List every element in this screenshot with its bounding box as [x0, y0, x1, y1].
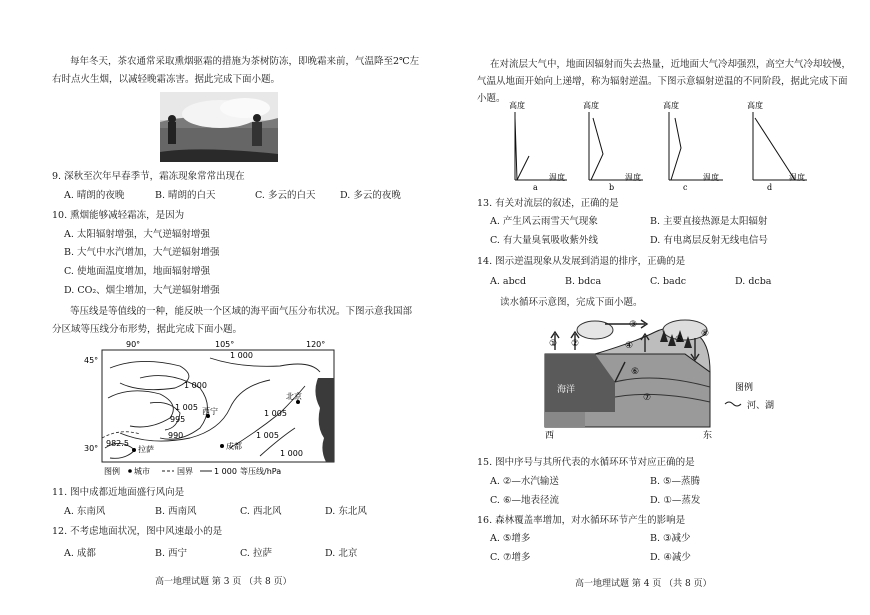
water-legend-title: 图例 [735, 383, 754, 393]
graph-a-xlabel: 温度 [549, 173, 565, 182]
direction-east: 东 [703, 431, 713, 441]
legend-isobar-value: 1 000 [214, 467, 237, 476]
legend-city: 城市 [134, 467, 150, 476]
q12-stem: 12. 不考虑地面状况，图中风速最小的是 [52, 526, 223, 537]
isobar-label-995: 995 [170, 415, 186, 424]
graph-b-xlabel: 温度 [625, 173, 641, 182]
q9-option-a[interactable]: A. 晴朗的夜晚 [64, 190, 125, 201]
city-lhasa: 拉萨 [138, 445, 154, 454]
legend-border: 国界 [177, 467, 193, 476]
q10-option-d[interactable]: D. CO₂、烟尘增加，大气逆辐射增强 [64, 285, 220, 296]
isobar-label-1000-c: 1 000 [280, 449, 303, 458]
q13-stem: 13. 有关对流层的叙述，正确的是 [477, 198, 619, 209]
isobar-intro-1: 等压线是等值线的一种，能反映一个区域的海平面气压分布状况。下图示意我国部 [70, 306, 413, 317]
smoke-photo [160, 92, 278, 162]
isobar-label-1000-b: 1 000 [230, 351, 253, 360]
graph-d-ylabel: 高度 [747, 101, 763, 110]
intro-line-1: 每年冬天，茶农通常采取熏烟驱霜的措施为茶树防冻，即晚霜来前，气温降至2℃左 [70, 56, 420, 67]
q15-option-c[interactable]: C. ⑥—地表径流 [490, 495, 559, 506]
q16-option-c[interactable]: C. ⑦增多 [490, 552, 531, 563]
legend-isobar-desc: 等压线/hPa [240, 467, 282, 476]
graph-a-ylabel: 高度 [509, 101, 525, 110]
page-footer: 高一地理试题 第 4 页 （共 8 页） [575, 579, 712, 589]
q13-option-a[interactable]: A. 产生风云雨雪天气现象 [490, 216, 598, 227]
graph-a-label: a [533, 183, 538, 192]
lat-label-45: 45° [84, 356, 99, 365]
direction-west: 西 [545, 431, 555, 441]
intro-line-3: 小题。 [477, 93, 506, 104]
q10-option-c[interactable]: C. 使地面温度增加，地面辐射增强 [64, 266, 210, 277]
isobar-label-982: 982.5 [106, 439, 129, 448]
intro-line-1: 在对流层大气中，地面因辐射而失去热量，近地面大气冷却强烈，高空大气冷却较慢， [490, 59, 852, 70]
q12-option-b[interactable]: B. 西宁 [155, 548, 188, 559]
graph-b-ylabel: 高度 [583, 101, 599, 110]
q14-option-c[interactable]: C. badc [650, 276, 687, 287]
lon-label-120: 120° [306, 340, 326, 349]
q15-option-a[interactable]: A. ②—水汽输送 [490, 476, 559, 487]
exam-page-4 [435, 0, 870, 615]
water-intro: 读水循环示意图，完成下面小题。 [500, 297, 643, 308]
legend-title: 图例 [104, 467, 120, 476]
water-cycle-diagram [535, 312, 835, 442]
q14-option-b[interactable]: B. bdca [565, 276, 602, 287]
stage-2: ② [571, 339, 580, 349]
q9-option-b[interactable]: B. 晴朗的白天 [155, 190, 216, 201]
water-legend-item: 河、湖 [747, 401, 775, 411]
q15-option-b[interactable]: B. ⑤—蒸腾 [650, 476, 701, 487]
stage-4: ④ [625, 341, 634, 351]
graph-d-xlabel: 温度 [789, 173, 805, 182]
q16-option-b[interactable]: B. ③减少 [650, 533, 691, 544]
q10-option-b[interactable]: B. 大气中水汽增加，大气逆辐射增强 [64, 247, 220, 258]
isobar-label-1000: 1 000 [184, 381, 207, 390]
city-beijing: 北京 [286, 392, 302, 401]
lon-label-90: 90° [126, 340, 141, 349]
q10-option-a[interactable]: A. 太阳辐射增强，大气逆辐射增强 [64, 229, 210, 240]
q9-option-c[interactable]: C. 多云的白天 [255, 190, 316, 201]
isobar-label-1005-b: 1 005 [264, 409, 287, 418]
intro-line-2: 右时点火生烟，以减轻晚霜冻害。据此完成下面小题。 [52, 74, 281, 85]
q11-stem: 11. 图中成都近地面盛行风向是 [52, 487, 185, 498]
q11-option-b[interactable]: B. 西南风 [155, 506, 197, 517]
lat-label-30: 30° [84, 444, 99, 453]
q16-option-a[interactable]: A. ⑤增多 [490, 533, 531, 544]
city-xining: 西宁 [202, 407, 218, 416]
q12-option-c[interactable]: C. 拉萨 [240, 548, 272, 559]
q12-option-d[interactable]: D. 北京 [325, 548, 358, 559]
stage-3: ③ [629, 320, 638, 330]
q10-stem: 10. 熏烟能够减轻霜冻，是因为 [52, 210, 185, 221]
ocean-label: 海洋 [557, 385, 576, 395]
q13-option-c[interactable]: C. 有大量臭氧吸收紫外线 [490, 235, 598, 246]
isobar-label-1005: 1 005 [175, 403, 198, 412]
q11-option-d[interactable]: D. 东北风 [325, 506, 367, 517]
isobar-map [80, 338, 370, 478]
q9-stem: 9. 深秋至次年早春季节，霜冻现象常常出现在 [52, 171, 245, 182]
page-footer: 高一地理试题 第 3 页 （共 8 页） [155, 577, 292, 587]
stage-8: ⑧ [701, 329, 710, 339]
q14-option-a[interactable]: A. abcd [490, 276, 527, 287]
graph-c-xlabel: 温度 [703, 173, 719, 182]
isobar-label-990: 990 [168, 431, 184, 440]
stage-5: ⑤ [675, 335, 684, 345]
graph-d-label: d [767, 183, 773, 192]
q13-option-d[interactable]: D. 有电离层反射无线电信号 [650, 235, 768, 246]
stage-1: ① [549, 339, 558, 349]
q15-stem: 15. 图中序号与其所代表的水循环环节对应正确的是 [477, 457, 695, 468]
q9-option-d[interactable]: D. 多云的夜晚 [340, 190, 401, 201]
q16-option-d[interactable]: D. ④减少 [650, 552, 691, 563]
isobar-label-1005-c: 1 005 [256, 431, 279, 440]
q16-stem: 16. 森林覆盖率增加，对水循环环节产生的影响是 [477, 515, 686, 526]
graph-b-label: b [609, 183, 615, 192]
stage-6: ⑥ [631, 367, 640, 377]
q14-stem: 14. 图示逆温现象从发展到消退的排序，正确的是 [477, 256, 686, 267]
q11-option-a[interactable]: A. 东南风 [64, 506, 106, 517]
q13-option-b[interactable]: B. 主要直接热源是太阳辐射 [650, 216, 768, 227]
stage-7: ⑦ [643, 393, 652, 403]
inversion-graphs [505, 98, 825, 192]
q15-option-d[interactable]: D. ①—蒸发 [650, 495, 701, 506]
isobar-intro-2: 分区域等压线分布形势，据此完成下面小题。 [52, 324, 243, 335]
q14-option-d[interactable]: D. dcba [735, 276, 772, 287]
graph-c-ylabel: 高度 [663, 101, 679, 110]
city-chengdu: 成都 [226, 442, 242, 451]
lon-label-105: 105° [215, 340, 235, 349]
intro-line-2: 气温从地面开始向上递增，称为辐射逆温。下图示意辐射逆温的不同阶段，据此完成下面 [477, 76, 848, 87]
q11-option-c[interactable]: C. 西北风 [240, 506, 282, 517]
graph-c-label: c [683, 183, 688, 192]
q12-option-a[interactable]: A. 成都 [64, 548, 96, 559]
